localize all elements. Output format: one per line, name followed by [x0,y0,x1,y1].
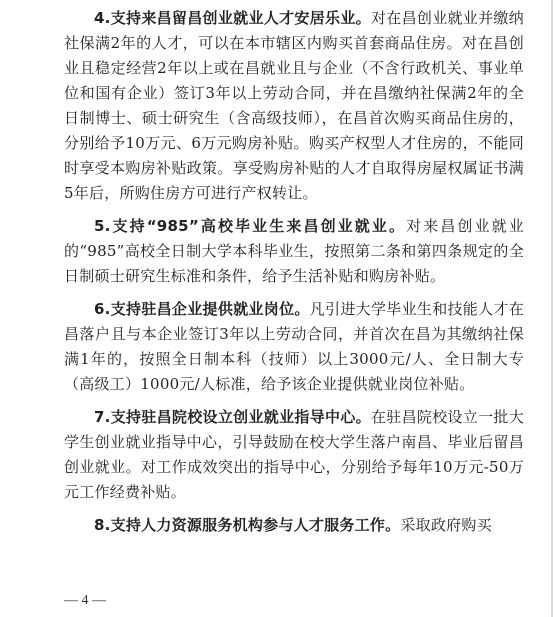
paragraph-5-body: 对来昌创业就业的“985”高校全日制大学本科毕业生，按照第二条和第四条规定的全日制硕士研究生标准和条件，给予生活补贴和购房补贴。 [64,217,524,285]
paragraph-4-heading: 4.支持来昌留昌创业就业人才安居乐业。 [94,9,371,27]
paragraph-7-body: 在驻昌院校设立一批大学生创业就业指导中心，引导鼓励在校大学生落户南昌、毕业后留昌创业就业。对工作成效突出的指导中心，分别给予每年10万元-50万元工作经费补贴。 [64,408,524,501]
paragraph-4 [64,6,524,206]
paragraph-5 [64,214,524,289]
page-number: — 4 — [64,593,106,608]
paragraph-7 [64,405,524,505]
paragraph-8-body: 采取政府购买 [400,516,492,534]
paragraph-6-heading: 6.支持驻昌企业提供就业岗位。 [94,300,310,318]
paragraph-6 [64,297,524,397]
paragraph-5-heading: 5.支持“985”高校毕业生来昌创业就业。 [94,217,407,235]
document-body [64,6,524,538]
paragraph-6-body: 凡引进大学毕业生和技能人才在昌落户且与本企业签订3年以上劳动合同，并首次在昌为其缴纳社保满1年的，按照全日制本科（技师）以上3000元/人、全日制大专（高级工）1000元/人标准，给予该企业提供就业岗位补贴。 [64,300,524,393]
paragraph-8-heading: 8.支持人力资源服务机构参与人才服务工作。 [94,516,401,534]
paragraph-7-heading: 7.支持驻昌院校设立创业就业指导中心。 [94,408,371,426]
paragraph-4-body: 对在昌创业就业并缴纳社保满2年的人才，可以在本市辖区内购买首套商品住房。对在昌创业且稳定经营2年以上或在昌就业且与企业（不含行政机关、事业单位和国有企业）签订3年以上劳动合同，并在昌缴纳社保满2年的全日制博士、硕士研究生（含高级技师），在昌首次购买商品住房的，分别给予10万元、6万元购房补贴。购买产权型人才住房的，不能同时享受本购房补贴政策。享受购房补贴的人才自取得房屋权属证书满5年后，所购住房方可进行产权转让。 [64,9,524,202]
paragraph-8 [64,513,524,538]
